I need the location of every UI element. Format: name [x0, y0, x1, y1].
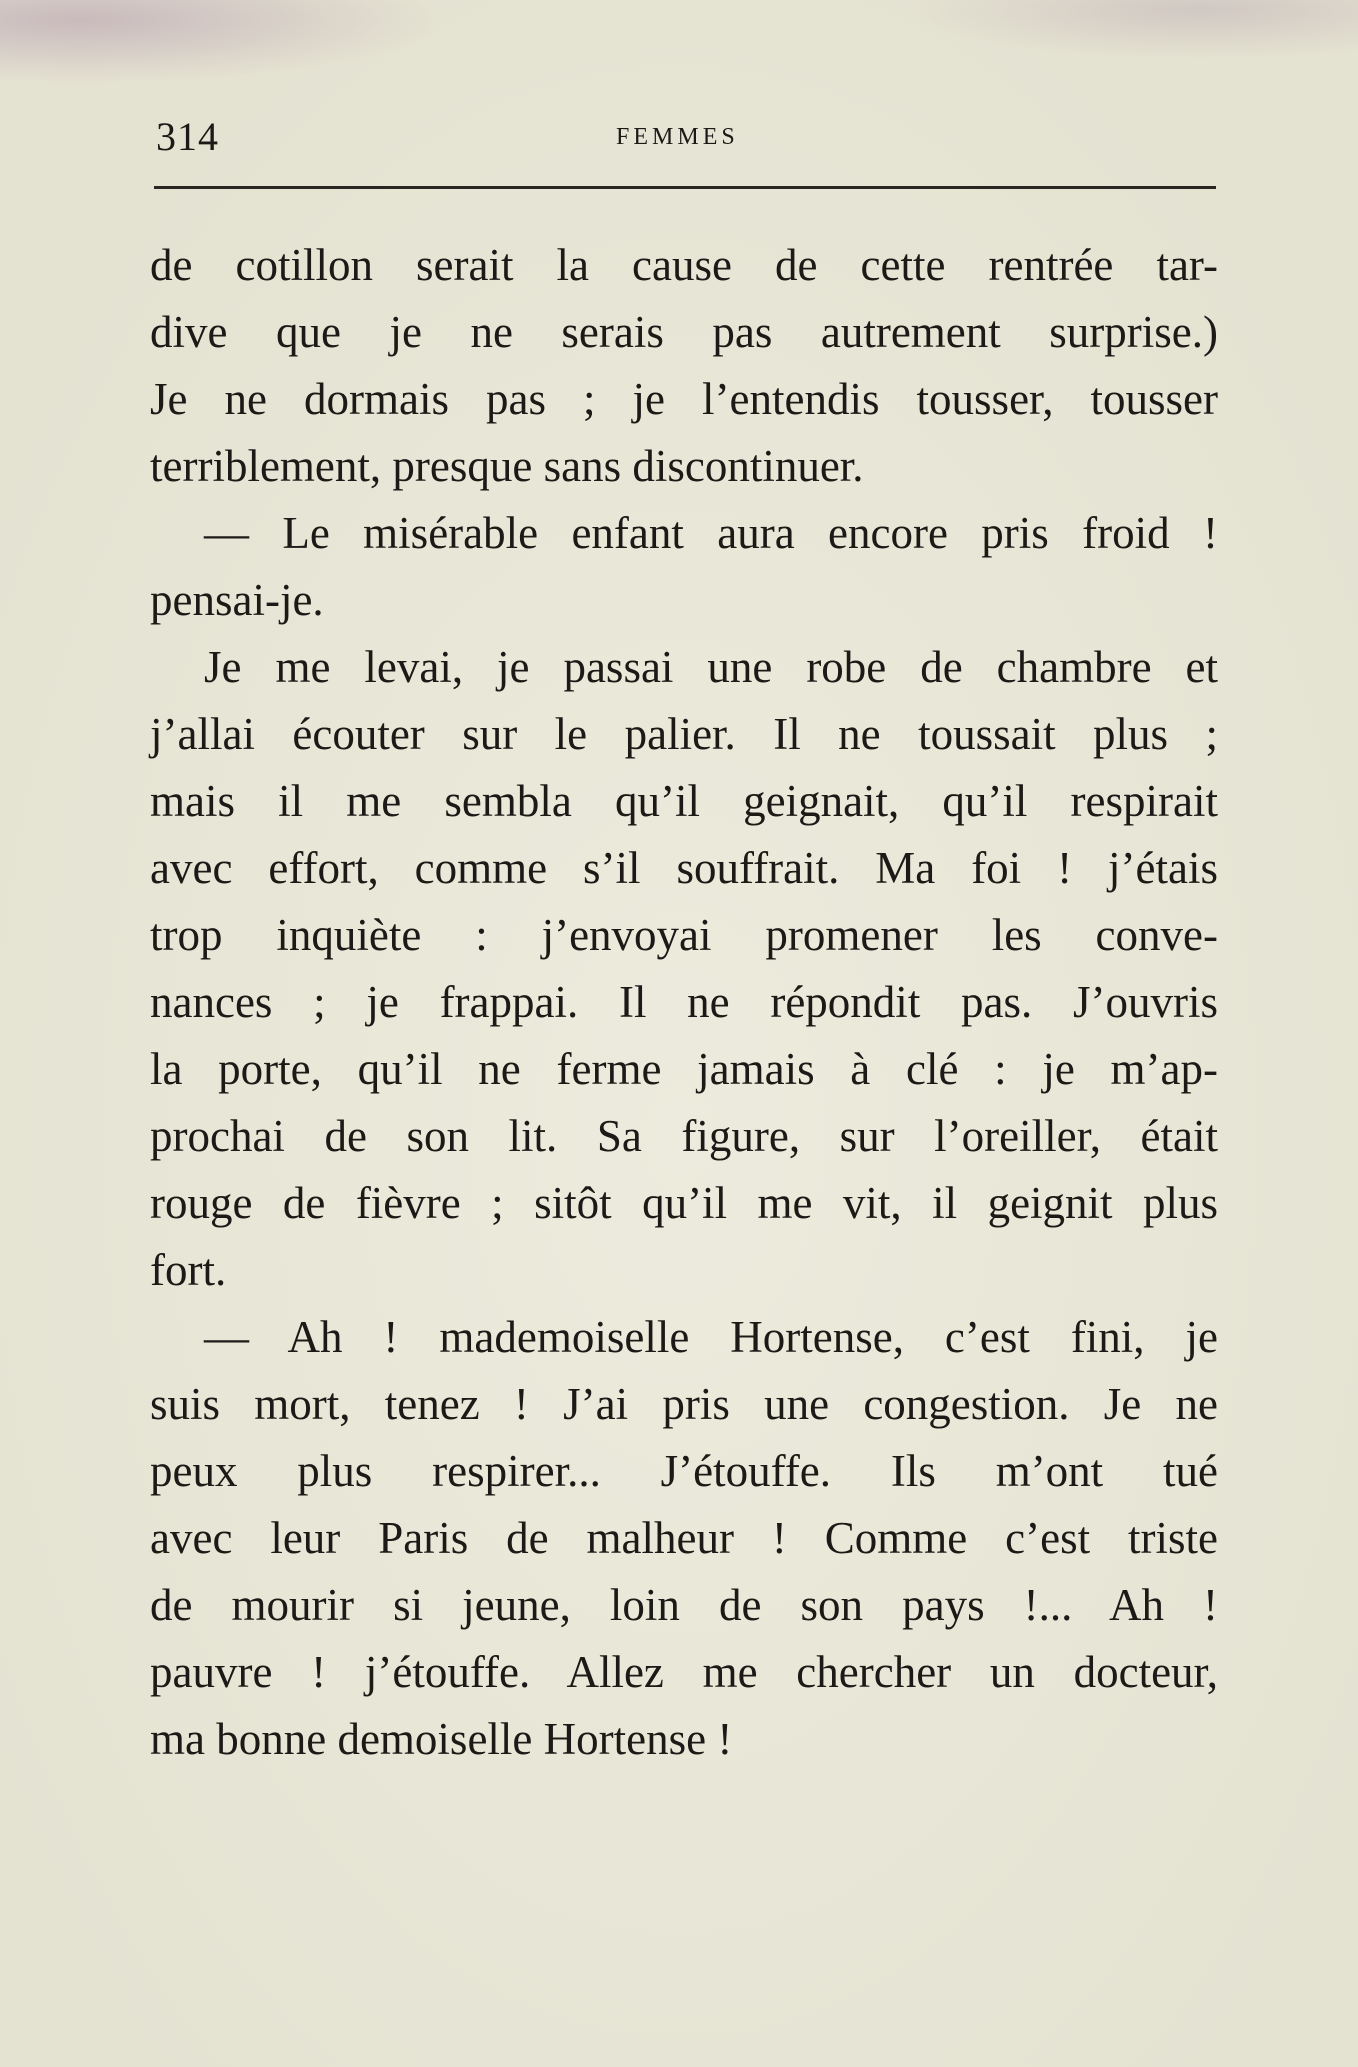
text-line: — Le misérable enfant aura encore pris froid !	[204, 508, 1218, 558]
text-line: prochai de son lit. Sa figure, sur l’oreiller, était	[150, 1111, 1218, 1161]
text-line: suis mort, tenez ! J’ai pris une congestion. Je ne	[150, 1379, 1218, 1429]
text-line: nances ; je frappai. Il ne répondit pas. J’ouvris	[150, 977, 1218, 1027]
text-line: avec effort, comme s’il souffrait. Ma foi ! j’étais	[150, 843, 1218, 893]
text-line: Je me levai, je passai une robe de chambre et	[204, 642, 1218, 692]
text-line: la porte, qu’il ne ferme jamais à clé : je m’ap-	[150, 1044, 1218, 1094]
text-line: ma bonne demoiselle Hortense !	[150, 1714, 733, 1764]
text-line: Je ne dormais pas ; je l’entendis tousser, tousser	[150, 374, 1218, 424]
text-line: mais il me sembla qu’il geignait, qu’il respirait	[150, 776, 1218, 826]
text-line: terriblement, presque sans discontinuer.	[150, 441, 864, 491]
page-header	[150, 112, 1214, 182]
running-head: FEMMES	[616, 124, 739, 150]
text-line: fort.	[150, 1245, 227, 1295]
header-rule	[154, 186, 1216, 189]
text-line: trop inquiète : j’envoyai promener les conve-	[150, 910, 1218, 960]
text-line: pauvre ! j’étouffe. Allez me chercher un docteur,	[150, 1647, 1218, 1697]
body-text	[150, 232, 1218, 1773]
text-line: de mourir si jeune, loin de son pays !... Ah !	[150, 1580, 1218, 1630]
text-line: pensai-je.	[150, 575, 324, 625]
page-number: 314	[156, 114, 219, 159]
text-line: j’allai écouter sur le palier. Il ne toussait plus ;	[150, 709, 1218, 759]
text-line: peux plus respirer... J’étouffe. Ils m’ont tué	[150, 1446, 1218, 1496]
text-line: — Ah ! mademoiselle Hortense, c’est fini, je	[204, 1312, 1218, 1362]
text-line: avec leur Paris de malheur ! Comme c’est triste	[150, 1513, 1218, 1563]
text-line: dive que je ne serais pas autrement surprise.)	[150, 307, 1218, 357]
text-line: de cotillon serait la cause de cette rentrée tar-	[150, 240, 1218, 290]
text-line: rouge de fièvre ; sitôt qu’il me vit, il geignit plus	[150, 1178, 1218, 1228]
